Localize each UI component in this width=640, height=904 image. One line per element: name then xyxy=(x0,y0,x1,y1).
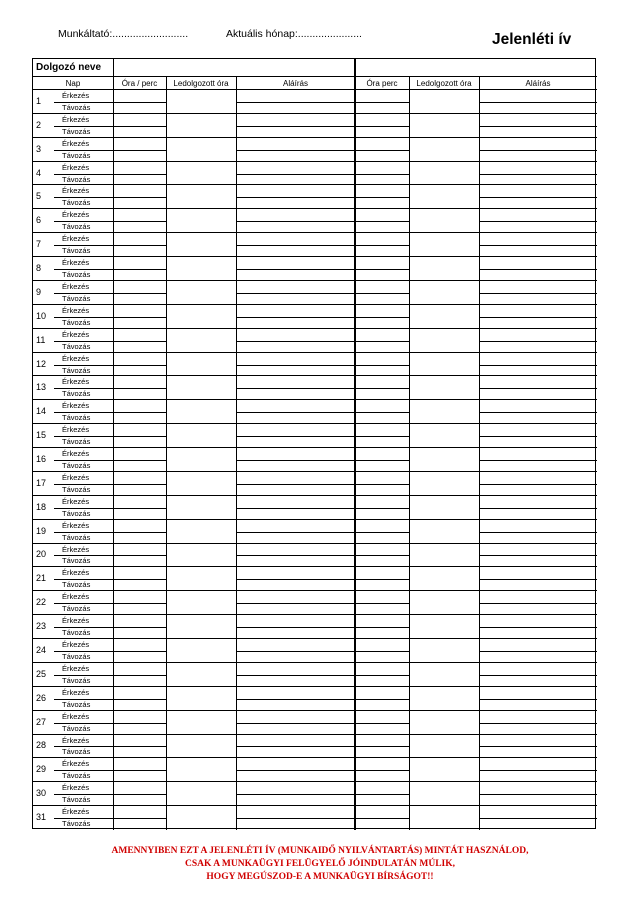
arrival-label: Érkezés xyxy=(62,91,90,100)
day-number: 9 xyxy=(36,286,42,297)
grid-line-h xyxy=(236,794,355,795)
grid-line-h xyxy=(355,746,409,747)
departure-label: Távozás xyxy=(62,174,91,184)
grid-line-h xyxy=(33,495,597,496)
grid-line-h xyxy=(236,532,355,533)
arrival-label: Érkezés xyxy=(62,711,90,721)
employer-field-label: Munkáltató:.......................... xyxy=(58,28,189,40)
grid-line-h xyxy=(33,590,597,591)
departure-label: Távozás xyxy=(62,461,91,470)
day-number: 27 xyxy=(36,716,47,727)
grid-line-h xyxy=(33,161,597,162)
page-title: Jelenléti ív xyxy=(492,31,572,48)
grid-line-h xyxy=(54,699,166,700)
grid-line-h xyxy=(33,113,597,114)
arrival-label: Érkezés xyxy=(62,353,90,363)
grid-line-h xyxy=(355,174,409,175)
arrival-label: Érkezés xyxy=(62,377,90,387)
departure-label: Távozás xyxy=(62,819,91,829)
departure-label: Távozás xyxy=(62,126,91,136)
day-number: 20 xyxy=(36,549,47,560)
arrival-label: Érkezés xyxy=(62,663,90,673)
day-number: 8 xyxy=(36,263,42,274)
day-number: 25 xyxy=(36,668,47,679)
grid-line-h xyxy=(33,184,597,185)
day-number: 18 xyxy=(36,501,47,512)
grid-line-h xyxy=(33,375,597,376)
grid-line-h xyxy=(54,412,166,413)
arrival-label: Érkezés xyxy=(62,759,90,769)
grid-line-h xyxy=(54,675,166,676)
grid-line-h xyxy=(54,770,166,771)
grid-line-h xyxy=(54,818,166,819)
departure-label: Távozás xyxy=(62,293,91,303)
day-number: 7 xyxy=(36,239,42,250)
arrival-label: Érkezés xyxy=(62,807,90,817)
grid-line-h xyxy=(236,221,355,222)
grid-line-h xyxy=(33,256,597,257)
grid-line-h xyxy=(355,197,409,198)
arrival-label: Érkezés xyxy=(62,114,90,124)
grid-line-h xyxy=(236,102,355,103)
departure-label: Távozás xyxy=(62,723,91,733)
grid-line-h xyxy=(33,757,597,758)
grid-line-h xyxy=(33,734,597,735)
grid-line-h xyxy=(54,317,166,318)
grid-line-h xyxy=(479,245,597,246)
grid-line-h xyxy=(33,638,597,639)
grid-line-h xyxy=(236,484,355,485)
day-number: 30 xyxy=(36,788,47,799)
grid-line-h xyxy=(479,818,597,819)
day-number: 26 xyxy=(36,692,47,703)
grid-line-h xyxy=(236,365,355,366)
grid-line-h xyxy=(236,603,355,604)
grid-line-h xyxy=(236,150,355,151)
grid-line-h xyxy=(479,197,597,198)
grid-line-h xyxy=(33,304,597,305)
grid-line-h xyxy=(54,221,166,222)
grid-line-h xyxy=(236,770,355,771)
grid-line-h xyxy=(33,686,597,687)
current-month-field-label: Aktuális hónap:...................... xyxy=(226,28,362,40)
grid-line-h xyxy=(33,662,597,663)
arrival-label: Érkezés xyxy=(62,281,90,291)
departure-label: Távozás xyxy=(62,270,91,280)
departure-label: Távozás xyxy=(62,317,91,327)
grid-line-h xyxy=(33,232,597,233)
departure-label: Távozás xyxy=(62,556,91,566)
grid-line-h xyxy=(33,399,597,400)
footer-warning-line: AMENNYIBEN EZT A JELENLÉTI ÍV (MUNKAIDŐ NYILVÁNTARTÁS) MINTÁT HASZNÁLOD, xyxy=(111,846,529,856)
arrival-label: Érkezés xyxy=(62,735,90,745)
arrival-label: Érkezés xyxy=(62,592,90,602)
footer-warning-line: CSAK A MUNKAÜGYI FELÜGYELŐ JÓINDULATÁN MÚLIK, xyxy=(184,859,456,869)
arrival-label: Érkezés xyxy=(62,568,90,578)
grid-line-h xyxy=(236,460,355,461)
grid-line-h xyxy=(479,579,597,580)
grid-line-h xyxy=(54,269,166,270)
departure-label: Távozás xyxy=(62,389,91,399)
day-number: 31 xyxy=(36,812,47,823)
grid-line-h xyxy=(236,412,355,413)
grid-line-h xyxy=(479,365,597,366)
column-header-worked-hours: Ledolgozott óra xyxy=(173,79,229,88)
departure-label: Távozás xyxy=(62,628,91,638)
grid-line-h xyxy=(33,280,597,281)
grid-line-h xyxy=(236,293,355,294)
grid-line-h xyxy=(355,293,409,294)
grid-line-h xyxy=(33,137,597,138)
arrival-label: Érkezés xyxy=(62,305,90,315)
grid-line-h xyxy=(236,269,355,270)
day-number: 19 xyxy=(36,525,47,536)
departure-label: Távozás xyxy=(62,508,91,518)
grid-line-h xyxy=(236,555,355,556)
grid-line-h xyxy=(236,818,355,819)
grid-line-v xyxy=(113,77,114,830)
arrival-label: Érkezés xyxy=(62,162,90,172)
grid-line-h xyxy=(54,723,166,724)
grid-line-h xyxy=(54,532,166,533)
grid-line-h xyxy=(236,436,355,437)
grid-line-h xyxy=(236,675,355,676)
grid-line-h xyxy=(236,245,355,246)
departure-label: Távozás xyxy=(62,198,91,208)
grid-line-h xyxy=(54,341,166,342)
grid-line-h xyxy=(355,317,409,318)
departure-label: Távozás xyxy=(62,437,91,447)
departure-label: Távozás xyxy=(62,795,91,805)
day-number: 15 xyxy=(36,430,47,441)
grid-line-h xyxy=(479,388,597,389)
grid-line-h xyxy=(33,543,597,544)
grid-line-h xyxy=(236,627,355,628)
grid-line-h xyxy=(355,126,409,127)
day-number: 2 xyxy=(36,119,42,130)
day-number: 5 xyxy=(36,191,42,202)
column-header-hour-minute: Óra perc xyxy=(366,79,398,88)
grid-line-h xyxy=(355,603,409,604)
departure-label: Távozás xyxy=(62,102,91,112)
grid-line-h xyxy=(54,365,166,366)
grid-line-h xyxy=(236,388,355,389)
grid-line-v xyxy=(113,59,114,77)
departure-label: Távozás xyxy=(62,150,91,160)
grid-line-h xyxy=(54,746,166,747)
grid-line-h xyxy=(355,412,409,413)
grid-line-h xyxy=(479,627,597,628)
grid-line-h xyxy=(479,174,597,175)
grid-line-h xyxy=(236,174,355,175)
arrival-label: Érkezés xyxy=(62,472,90,482)
departure-label: Távozás xyxy=(62,365,91,375)
grid-line-h xyxy=(355,723,409,724)
grid-line-h xyxy=(355,508,409,509)
grid-line-h xyxy=(33,781,597,782)
departure-label: Távozás xyxy=(62,699,91,709)
grid-line-h xyxy=(33,566,597,567)
grid-line-h xyxy=(479,150,597,151)
day-number: 10 xyxy=(36,310,47,321)
day-number: 29 xyxy=(36,764,47,775)
grid-line-h xyxy=(479,126,597,127)
grid-line-h xyxy=(236,508,355,509)
day-number: 4 xyxy=(36,167,42,178)
grid-line-h xyxy=(479,508,597,509)
arrival-label: Érkezés xyxy=(62,329,90,339)
day-number: 6 xyxy=(36,215,42,226)
departure-label: Távozás xyxy=(62,222,91,232)
grid-line-h xyxy=(236,723,355,724)
grid-line-h xyxy=(355,699,409,700)
grid-line-h xyxy=(54,794,166,795)
grid-line-h xyxy=(236,341,355,342)
day-number: 24 xyxy=(36,644,47,655)
day-number: 23 xyxy=(36,621,47,632)
day-number: 17 xyxy=(36,477,47,488)
attendance-table xyxy=(32,58,596,829)
arrival-label: Érkezés xyxy=(62,425,90,435)
arrival-label: Érkezés xyxy=(62,210,90,220)
grid-line-h xyxy=(479,484,597,485)
day-number: 13 xyxy=(36,382,47,393)
column-header-hour-minute: Óra / perc xyxy=(121,79,158,88)
grid-line-h xyxy=(355,627,409,628)
grid-line-h xyxy=(54,627,166,628)
grid-line-v xyxy=(479,77,480,830)
grid-line-h xyxy=(355,460,409,461)
grid-line-h xyxy=(33,208,597,209)
grid-line-h xyxy=(355,102,409,103)
column-header-signature: Aláírás xyxy=(283,79,308,88)
grid-line-h xyxy=(479,102,597,103)
grid-line-h xyxy=(236,746,355,747)
arrival-label: Érkezés xyxy=(62,687,90,697)
grid-line-h xyxy=(33,471,597,472)
grid-line-h xyxy=(54,555,166,556)
grid-line-h xyxy=(54,245,166,246)
grid-line-h xyxy=(54,126,166,127)
grid-line-v xyxy=(236,77,237,830)
grid-line-h xyxy=(479,341,597,342)
grid-line-h xyxy=(479,794,597,795)
grid-line-h xyxy=(355,675,409,676)
footer-warning xyxy=(0,845,640,884)
grid-line-h xyxy=(33,805,597,806)
grid-line-h xyxy=(479,269,597,270)
day-number: 1 xyxy=(36,95,42,106)
arrival-label: Érkezés xyxy=(62,138,90,148)
day-number: 21 xyxy=(36,573,47,584)
grid-line-h xyxy=(355,555,409,556)
departure-label: Távozás xyxy=(62,771,91,781)
grid-line-h xyxy=(479,675,597,676)
departure-label: Távozás xyxy=(62,675,91,685)
arrival-label: Érkezés xyxy=(62,234,90,244)
grid-line-h xyxy=(355,651,409,652)
grid-line-h xyxy=(54,603,166,604)
grid-line-v xyxy=(409,77,410,830)
footer-warning-line: HOGY MEGÚSZOD-E A MUNKAÜGYI BÍRSÁGOT!! xyxy=(206,872,434,882)
column-header-signature: Aláírás xyxy=(525,79,551,88)
grid-line-h xyxy=(236,579,355,580)
grid-line-h xyxy=(33,614,597,615)
grid-line-h xyxy=(355,484,409,485)
grid-line-h xyxy=(54,579,166,580)
grid-line-h xyxy=(236,317,355,318)
grid-line-h xyxy=(54,102,166,103)
grid-line-h xyxy=(479,412,597,413)
departure-label: Távozás xyxy=(62,532,91,542)
grid-line-h xyxy=(479,699,597,700)
grid-line-h xyxy=(236,197,355,198)
grid-line-h xyxy=(33,89,597,90)
departure-label: Távozás xyxy=(62,651,91,661)
day-number: 22 xyxy=(36,597,47,608)
arrival-label: Érkezés xyxy=(62,449,90,459)
column-header-day: Nap xyxy=(65,79,81,88)
grid-line-h xyxy=(479,221,597,222)
grid-line-h xyxy=(54,174,166,175)
grid-line-h xyxy=(355,341,409,342)
departure-label: Távozás xyxy=(62,747,91,757)
grid-line-h xyxy=(54,508,166,509)
day-number: 16 xyxy=(36,454,47,464)
grid-line-h xyxy=(479,746,597,747)
grid-line-h xyxy=(236,651,355,652)
grid-line-h xyxy=(479,317,597,318)
grid-line-h xyxy=(355,436,409,437)
day-number: 11 xyxy=(36,334,46,345)
grid-line-h xyxy=(33,519,597,520)
arrival-label: Érkezés xyxy=(62,258,90,268)
day-number: 12 xyxy=(36,358,47,369)
grid-line-h xyxy=(54,484,166,485)
grid-line-h xyxy=(355,150,409,151)
grid-line-h xyxy=(236,126,355,127)
grid-line-h xyxy=(33,328,597,329)
grid-line-h xyxy=(479,293,597,294)
column-header-worked-hours: Ledolgozott óra xyxy=(416,79,472,88)
grid-line-h xyxy=(33,710,597,711)
grid-line-h xyxy=(236,699,355,700)
grid-line-h xyxy=(355,365,409,366)
departure-label: Távozás xyxy=(62,246,91,256)
arrival-label: Érkezés xyxy=(62,783,90,793)
departure-label: Távozás xyxy=(62,580,91,590)
grid-line-h xyxy=(479,436,597,437)
day-number: 3 xyxy=(36,143,42,154)
grid-line-h xyxy=(54,651,166,652)
arrival-label: Érkezés xyxy=(62,401,90,411)
grid-line-h xyxy=(54,293,166,294)
grid-line-h xyxy=(54,197,166,198)
grid-line-h xyxy=(479,532,597,533)
grid-line-h xyxy=(33,352,597,353)
grid-line-h xyxy=(479,555,597,556)
grid-line-v xyxy=(166,77,167,830)
day-number: 28 xyxy=(36,740,47,751)
grid-line-h xyxy=(355,388,409,389)
grid-line-h xyxy=(355,770,409,771)
grid-line-h xyxy=(33,447,597,448)
arrival-label: Érkezés xyxy=(62,496,90,506)
grid-line-h xyxy=(479,770,597,771)
grid-line-h xyxy=(54,388,166,389)
grid-line-h xyxy=(355,221,409,222)
grid-line-h xyxy=(355,532,409,533)
grid-line-h xyxy=(54,436,166,437)
grid-line-h xyxy=(33,423,597,424)
arrival-label: Érkezés xyxy=(62,616,90,626)
grid-line-h xyxy=(479,651,597,652)
departure-label: Távozás xyxy=(62,604,91,614)
grid-line-h xyxy=(479,723,597,724)
departure-label: Távozás xyxy=(62,484,91,494)
grid-line-h xyxy=(355,245,409,246)
grid-line-h xyxy=(54,460,166,461)
arrival-label: Érkezés xyxy=(62,520,90,530)
grid-line-h xyxy=(355,269,409,270)
grid-line-h xyxy=(33,76,597,77)
grid-line-h xyxy=(355,579,409,580)
grid-line-h xyxy=(355,794,409,795)
grid-line-h xyxy=(479,460,597,461)
arrival-label: Érkezés xyxy=(62,640,90,650)
departure-label: Távozás xyxy=(62,341,91,351)
departure-label: Távozás xyxy=(62,413,91,423)
arrival-label: Érkezés xyxy=(62,186,90,196)
grid-line-h xyxy=(355,818,409,819)
employee-name-label: Dolgozó neve xyxy=(36,62,102,73)
grid-line-h xyxy=(479,603,597,604)
arrival-label: Érkezés xyxy=(62,544,90,554)
grid-line-h xyxy=(54,150,166,151)
day-number: 14 xyxy=(36,406,47,417)
